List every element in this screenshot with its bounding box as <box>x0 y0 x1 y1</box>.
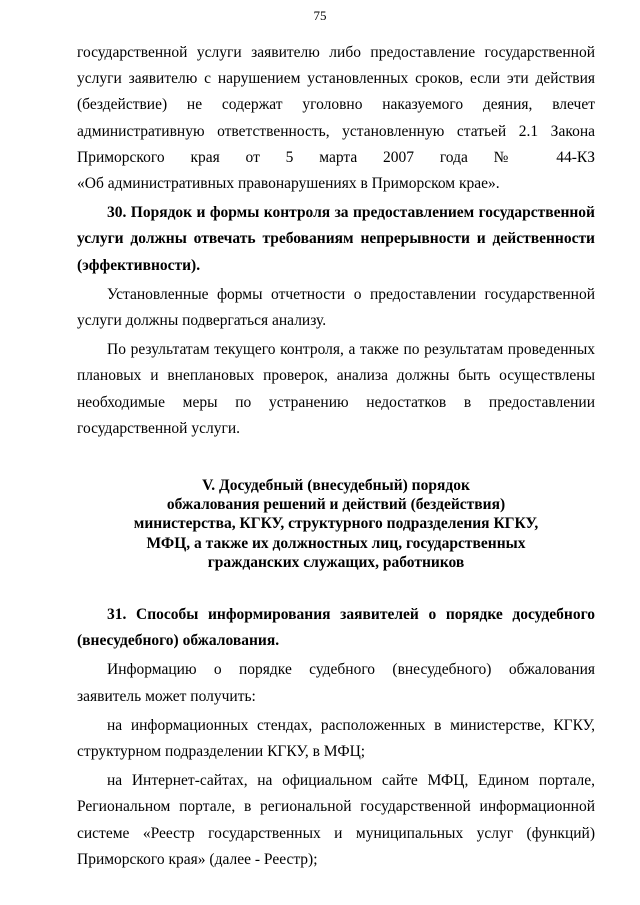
section-30-paragraph: Установленные формы отчетности о предоставлении государственной услуги должны подвергаться анализу. <box>77 285 595 330</box>
text-line: Приморского края от 5 марта 2007 года № 44-КЗ <box>77 148 595 166</box>
section-31-title: 31. Способы информирования заявителей о порядке досудебного (внесудебного) обжалования. <box>77 606 595 650</box>
chapter-heading-line: министерства, КГКУ, структурного подразделения КГКУ, <box>133 515 539 533</box>
section-31-paragraph: Информацию о порядке судебного (внесудебного) обжалования заявитель может получить: <box>77 661 595 705</box>
text-line: (бездействие) не содержат уголовно наказуемого деяния, влечет <box>77 96 595 114</box>
section-31-paragraph: на информационных стендах, расположенных в министерстве, КГКУ, структурном подразделении КГКУ, в МФЦ; <box>77 716 595 761</box>
document-body <box>77 40 595 873</box>
chapter-heading <box>77 442 595 602</box>
chapter-heading-line: МФЦ, а также их должностных лиц, государственных <box>146 534 526 552</box>
section-31-paragraph: на Интернет-сайтах, на официальном сайте МФЦ, Едином портале, Региональном портале, в региональной государственной информационной системе «Реестр государственных и муниципальных услуг (функций) Приморского края» (далее - Реестр); <box>77 772 595 868</box>
text-line: административную ответственность, установленную статьей 2.1 Закона <box>77 122 595 140</box>
chapter-heading-line: V. Досудебный (внесудебный) порядок <box>202 477 470 495</box>
section-30-title: 30. Порядок и формы контроля за предоставлением государственной услуги должны отвечать требованиям непрерывности и действенности (эффективности). <box>77 204 595 274</box>
text-line: «Об административных правонарушениях в Приморском крае». <box>77 175 500 193</box>
text-line: государственной услуги заявителю либо предоставление государственной <box>77 44 595 61</box>
page-number: 75 <box>313 8 327 23</box>
paragraph-continuation <box>77 40 595 197</box>
section-30-paragraph: По результатам текущего контроля, а также по результатам проведенных плановых и внеплановых проверок, анализа должны быть осуществлены необходимые меры по устранению недостатков в предоставлении государственной услуги. <box>77 341 595 437</box>
text-line: услуги заявителю с нарушением установленных сроков, если эти действия <box>77 70 595 88</box>
chapter-heading-line: гражданских служащих, работников <box>207 553 465 571</box>
chapter-heading-line: обжалования решений и действий (бездействия) <box>166 496 506 514</box>
